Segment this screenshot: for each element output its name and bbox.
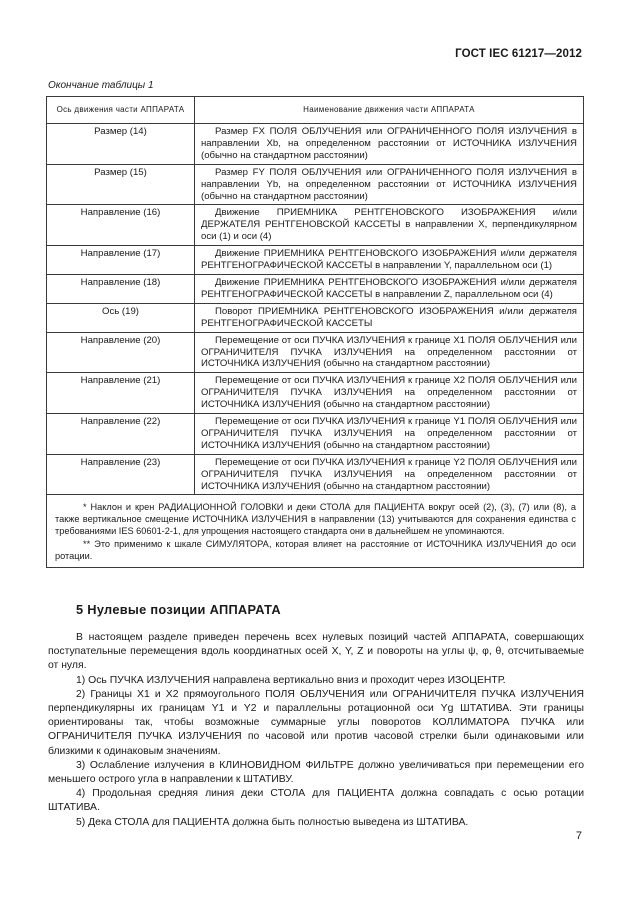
axis-cell: Размер (14) <box>47 124 195 165</box>
paragraph-item-5: 5) Дека СТОЛА для ПАЦИЕНТА должна быть полностью выведена из ШТАТИВА. <box>76 816 469 828</box>
table-row <box>47 124 584 165</box>
paragraph-item-3: 3) Ослабление излучения в КЛИНОВИДНОМ ФИЛЬТРЕ должно увеличиваться при перемещении его меньшего острого угла в направлении к ШТАТИВУ. <box>48 759 584 786</box>
table-row <box>47 205 584 246</box>
table-caption: Окончание таблицы 1 <box>48 80 154 91</box>
description-cell: Движение ПРИЕМНИКА РЕНТГЕНОВСКОГО ИЗОБРАЖЕНИЯ и/или держателя РЕНТГЕНОГРАФИЧЕСКОЙ КАССЕТЫ в направлении Y, параллельном оси (1) <box>195 246 584 275</box>
page-number: 7 <box>575 830 582 842</box>
section-body <box>48 631 584 830</box>
footnote-2: ** Это применимо к шкале СИМУЛЯТОРА, которая влияет на расстояние от ИСТОЧНИКА ИЗЛУЧЕНИЯ до оси ротации. <box>55 539 576 561</box>
table-body <box>47 124 584 568</box>
paragraph-item-4: 4) Продольная средняя линия деки СТОЛА для ПАЦИЕНТА должна совпадать с осью ротации ШТАТИВА. <box>48 788 584 814</box>
paragraph-item-1: 1) Ось ПУЧКА ИЗЛУЧЕНИЯ направлена вертикально вниз и проходит через ИЗОЦЕНТР. <box>76 674 506 686</box>
table-row <box>47 332 584 373</box>
table-row <box>47 454 584 495</box>
axis-cell: Направление (16) <box>47 205 195 246</box>
table-row <box>47 246 584 275</box>
axis-cell: Размер (15) <box>47 164 195 205</box>
axis-cell: Направление (21) <box>47 373 195 414</box>
table-row <box>47 274 584 303</box>
section-title: 5 Нулевые позиции АППАРАТА <box>76 602 281 617</box>
paragraph-intro: В настоящем разделе приведен перечень всех нулевых позиций частей АППАРАТА, совершающих поступательные перемещения вдоль координатных осей X, Y, Z и повороты на углы ψ, φ, θ, отсчитываемые от нуля. <box>48 632 585 672</box>
table-row <box>47 414 584 455</box>
axis-cell: Направление (23) <box>47 454 195 495</box>
description-cell: Поворот ПРИЕМНИКА РЕНТГЕНОВСКОГО ИЗОБРАЖЕНИЯ и/или держателя РЕНТГЕНОГРАФИЧЕСКОЙ КАССЕТЫ <box>195 303 584 332</box>
motion-axes-table <box>46 96 584 568</box>
table-footnotes-row <box>47 495 584 568</box>
description-cell: Движение ПРИЕМНИКА РЕНТГЕНОВСКОГО ИЗОБРАЖЕНИЯ и/или ДЕРЖАТЕЛЯ РЕНТГЕНОВСКОЙ КАССЕТЫ в направлении X, перпендикулярном оси (1) и оси (4) <box>195 205 584 246</box>
table-footnotes <box>47 495 584 568</box>
paragraph-item-2: 2) Границы X1 и X2 прямоугольного ПОЛЯ ОБЛУЧЕНИЯ или ОГРАНИЧИТЕЛЯ ПУЧКА ИЗЛУЧЕНИЯ перпендикулярны их границам Y1 и Y2 и параллельны ротационной оси Yg ШТАТИВА. Эти границы ориентированы так, чтобы возможные суммарные углы поворотов КОЛЛИМАТОРА ПУЧКА или ОГРАНИЧИТЕЛЯ ПУЧКА ИЗЛУЧЕНИЯ по часовой или против часовой стрелки были одинаковыми или близкими к одинаковым значениям. <box>48 688 584 757</box>
description-cell: Перемещение от оси ПУЧКА ИЗЛУЧЕНИЯ к границе Y1 ПОЛЯ ОБЛУЧЕНИЯ или ОГРАНИЧИТЕЛЯ ПУЧКА ИЗЛУЧЕНИЯ на определенном расстоянии от ИСТОЧНИКА ИЗЛУЧЕНИЯ (обычно на стандартном расстоянии) <box>195 414 584 455</box>
axis-cell: Направление (18) <box>47 274 195 303</box>
col-header-axis: Ось движения части АППАРАТА <box>47 97 195 124</box>
description-cell: Перемещение от оси ПУЧКА ИЗЛУЧЕНИЯ к границе X2 ПОЛЯ ОБЛУЧЕНИЯ или ОГРАНИЧИТЕЛЯ ПУЧКА ИЗЛУЧЕНИЯ на определенном расстоянии от ИСТОЧНИКА ИЗЛУЧЕНИЯ (обычно на стандартном расстоянии) <box>195 373 584 414</box>
table-row <box>47 303 584 332</box>
axis-cell: Направление (20) <box>47 332 195 373</box>
table-row <box>47 164 584 205</box>
description-cell: Размер FY ПОЛЯ ОБЛУЧЕНИЯ или ОГРАНИЧЕННОГО ПОЛЯ ИЗЛУЧЕНИЯ в направлении Yb, на определенном расстоянии от ИСТОЧНИКА ИЗЛУЧЕНИЯ (обычно на стандартном расстоянии) <box>195 164 584 205</box>
axis-cell: Ось (19) <box>47 303 195 332</box>
description-cell: Перемещение от оси ПУЧКА ИЗЛУЧЕНИЯ к границе Y2 ПОЛЯ ОБЛУЧЕНИЯ или ОГРАНИЧИТЕЛЯ ПУЧКА ИЗЛУЧЕНИЯ на определенном расстоянии от ИСТОЧНИКА ИЗЛУЧЕНИЯ (обычно на стандартном расстоянии) <box>195 454 584 495</box>
table-row <box>47 373 584 414</box>
description-cell: Размер FX ПОЛЯ ОБЛУЧЕНИЯ или ОГРАНИЧЕННОГО ПОЛЯ ИЗЛУЧЕНИЯ в направлении Xb, на определенном расстоянии от ИСТОЧНИКА ИЗЛУЧЕНИЯ (обычно на стандартном расстоянии) <box>195 124 584 165</box>
axis-cell: Направление (22) <box>47 414 195 455</box>
document-header-id: ГОСТ IEC 61217—2012 <box>455 48 582 60</box>
table-header-row <box>47 97 584 124</box>
col-header-description: Наименование движения части АППАРАТА <box>195 97 584 124</box>
axis-cell: Направление (17) <box>47 246 195 275</box>
footnote-1: * Наклон и крен РАДИАЦИОННОЙ ГОЛОВКИ и деки СТОЛА для ПАЦИЕНТА вокруг осей (2), (3), (7) или (8), а также вертикальное смещение ИСТОЧНИКА ИЗЛУЧЕНИЯ в направлении (13) учитываются для сохранения единства с требованиями IES 60601-2-1, для упрощения настоящего стандарта они в дальнейшем не упоминаются. <box>55 502 576 536</box>
description-cell: Движение ПРИЕМНИКА РЕНТГЕНОВСКОГО ИЗОБРАЖЕНИЯ и/или держателя РЕНТГЕНОГРАФИЧЕСКОЙ КАССЕТЫ в направлении Z, параллельном оси (4) <box>195 274 584 303</box>
description-cell: Перемещение от оси ПУЧКА ИЗЛУЧЕНИЯ к границе X1 ПОЛЯ ОБЛУЧЕНИЯ или ОГРАНИЧИТЕЛЯ ПУЧКА ИЗЛУЧЕНИЯ на определенном расстоянии от ИСТОЧНИКА ИЗЛУЧЕНИЯ (обычно на стандартном расстоянии) <box>195 332 584 373</box>
